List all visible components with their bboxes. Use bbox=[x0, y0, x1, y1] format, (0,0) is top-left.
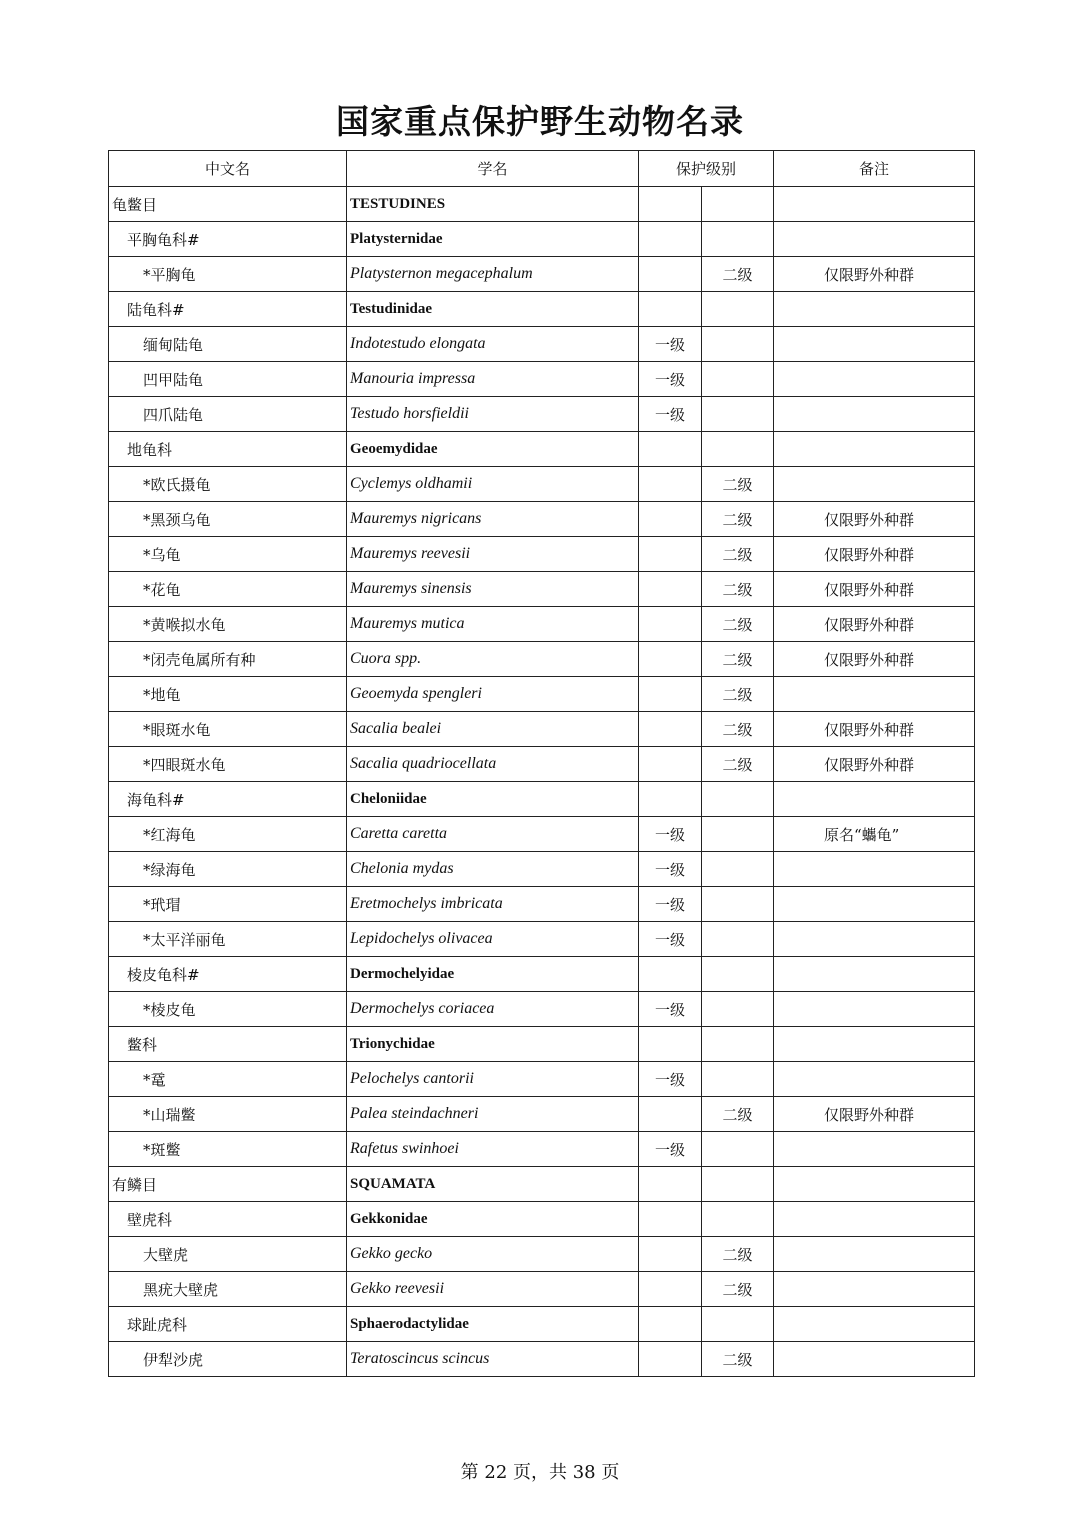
table-row bbox=[109, 187, 975, 222]
level-two-cell bbox=[702, 1062, 774, 1097]
table-row bbox=[109, 1342, 975, 1377]
chinese-name-cell: 棱皮龟科# bbox=[109, 957, 347, 992]
note-cell bbox=[774, 397, 975, 432]
table-row bbox=[109, 747, 975, 782]
table-header-row bbox=[109, 151, 975, 187]
table-row bbox=[109, 712, 975, 747]
note-cell: 仅限野外种群 bbox=[774, 607, 975, 642]
species-table bbox=[108, 150, 975, 1377]
note-cell: 仅限野外种群 bbox=[774, 502, 975, 537]
scientific-name-cell: Testudinidae bbox=[347, 292, 639, 327]
level-one-cell: 一级 bbox=[639, 1132, 702, 1167]
level-one-cell bbox=[639, 607, 702, 642]
chinese-name-cell: *玳瑁 bbox=[109, 887, 347, 922]
header-scientific-name: 学名 bbox=[347, 151, 639, 187]
note-cell: 仅限野外种群 bbox=[774, 572, 975, 607]
level-one-cell bbox=[639, 1307, 702, 1342]
level-two-cell bbox=[702, 187, 774, 222]
level-one-cell: 一级 bbox=[639, 817, 702, 852]
table-row bbox=[109, 817, 975, 852]
level-two-cell bbox=[702, 432, 774, 467]
scientific-name-cell: Cuora spp. bbox=[347, 642, 639, 677]
level-one-cell bbox=[639, 1342, 702, 1377]
scientific-name-cell: Geoemydidae bbox=[347, 432, 639, 467]
scientific-name-cell: TESTUDINES bbox=[347, 187, 639, 222]
level-two-cell bbox=[702, 1132, 774, 1167]
table-row bbox=[109, 292, 975, 327]
scientific-name-cell: Testudo horsfieldii bbox=[347, 397, 639, 432]
level-one-cell bbox=[639, 782, 702, 817]
level-one-cell: 一级 bbox=[639, 327, 702, 362]
chinese-name-cell: *欧氏摄龟 bbox=[109, 467, 347, 502]
table-row bbox=[109, 1202, 975, 1237]
level-one-cell bbox=[639, 572, 702, 607]
note-cell bbox=[774, 467, 975, 502]
note-cell bbox=[774, 1062, 975, 1097]
level-two-cell: 二级 bbox=[702, 1097, 774, 1132]
chinese-name-cell: *花龟 bbox=[109, 572, 347, 607]
note-cell bbox=[774, 782, 975, 817]
level-one-cell bbox=[639, 537, 702, 572]
level-one-cell bbox=[639, 1272, 702, 1307]
table-row bbox=[109, 1132, 975, 1167]
scientific-name-cell: Teratoscincus scincus bbox=[347, 1342, 639, 1377]
note-cell bbox=[774, 957, 975, 992]
note-cell: 仅限野外种群 bbox=[774, 537, 975, 572]
note-cell bbox=[774, 852, 975, 887]
chinese-name-cell: 大壁虎 bbox=[109, 1237, 347, 1272]
scientific-name-cell: Mauremys mutica bbox=[347, 607, 639, 642]
note-cell: 仅限野外种群 bbox=[774, 257, 975, 292]
level-two-cell bbox=[702, 222, 774, 257]
level-two-cell: 二级 bbox=[702, 1272, 774, 1307]
table-row bbox=[109, 957, 975, 992]
level-two-cell: 二级 bbox=[702, 1342, 774, 1377]
level-one-cell bbox=[639, 642, 702, 677]
note-cell bbox=[774, 432, 975, 467]
note-cell bbox=[774, 1202, 975, 1237]
level-one-cell bbox=[639, 502, 702, 537]
chinese-name-cell: 有鳞目 bbox=[109, 1167, 347, 1202]
scientific-name-cell: Mauremys reevesii bbox=[347, 537, 639, 572]
chinese-name-cell: 陆龟科# bbox=[109, 292, 347, 327]
level-one-cell bbox=[639, 467, 702, 502]
header-protection-level: 保护级别 bbox=[639, 151, 774, 187]
scientific-name-cell: Platysternidae bbox=[347, 222, 639, 257]
scientific-name-cell: Mauremys nigricans bbox=[347, 502, 639, 537]
level-one-cell: 一级 bbox=[639, 362, 702, 397]
chinese-name-cell: 地龟科 bbox=[109, 432, 347, 467]
scientific-name-cell: Indotestudo elongata bbox=[347, 327, 639, 362]
scientific-name-cell: Chelonia mydas bbox=[347, 852, 639, 887]
level-one-cell: 一级 bbox=[639, 852, 702, 887]
level-two-cell bbox=[702, 782, 774, 817]
level-one-cell bbox=[639, 957, 702, 992]
table-row bbox=[109, 502, 975, 537]
table-row bbox=[109, 327, 975, 362]
chinese-name-cell: 缅甸陆龟 bbox=[109, 327, 347, 362]
chinese-name-cell: *绿海龟 bbox=[109, 852, 347, 887]
table-row bbox=[109, 1027, 975, 1062]
scientific-name-cell: Palea steindachneri bbox=[347, 1097, 639, 1132]
level-one-cell bbox=[639, 292, 702, 327]
scientific-name-cell: Pelochelys cantorii bbox=[347, 1062, 639, 1097]
level-one-cell bbox=[639, 1027, 702, 1062]
level-one-cell bbox=[639, 1097, 702, 1132]
table-row bbox=[109, 222, 975, 257]
note-cell bbox=[774, 362, 975, 397]
level-one-cell bbox=[639, 712, 702, 747]
table-row bbox=[109, 1167, 975, 1202]
chinese-name-cell: 龟鳖目 bbox=[109, 187, 347, 222]
chinese-name-cell: *闭壳龟属所有种 bbox=[109, 642, 347, 677]
level-two-cell: 二级 bbox=[702, 537, 774, 572]
level-two-cell: 二级 bbox=[702, 712, 774, 747]
level-two-cell bbox=[702, 327, 774, 362]
level-two-cell: 二级 bbox=[702, 1237, 774, 1272]
table-row bbox=[109, 922, 975, 957]
level-one-cell bbox=[639, 1202, 702, 1237]
scientific-name-cell: Sacalia bealei bbox=[347, 712, 639, 747]
table-row bbox=[109, 1272, 975, 1307]
table-row bbox=[109, 852, 975, 887]
note-cell bbox=[774, 922, 975, 957]
table-row bbox=[109, 1097, 975, 1132]
note-cell bbox=[774, 1132, 975, 1167]
chinese-name-cell: *地龟 bbox=[109, 677, 347, 712]
table-row bbox=[109, 1307, 975, 1342]
level-two-cell: 二级 bbox=[702, 642, 774, 677]
level-two-cell: 二级 bbox=[702, 467, 774, 502]
level-two-cell bbox=[702, 362, 774, 397]
chinese-name-cell: *乌龟 bbox=[109, 537, 347, 572]
level-two-cell bbox=[702, 817, 774, 852]
level-two-cell bbox=[702, 1307, 774, 1342]
page-title: 国家重点保护野生动物名录 bbox=[336, 102, 744, 141]
level-two-cell: 二级 bbox=[702, 502, 774, 537]
note-cell: 仅限野外种群 bbox=[774, 747, 975, 782]
scientific-name-cell: Manouria impressa bbox=[347, 362, 639, 397]
note-cell: 仅限野外种群 bbox=[774, 712, 975, 747]
level-one-cell: 一级 bbox=[639, 992, 702, 1027]
chinese-name-cell: 凹甲陆龟 bbox=[109, 362, 347, 397]
level-one-cell bbox=[639, 1167, 702, 1202]
note-cell: 原名“蠵龟” bbox=[774, 817, 975, 852]
chinese-name-cell: 球趾虎科 bbox=[109, 1307, 347, 1342]
note-cell bbox=[774, 1167, 975, 1202]
level-one-cell bbox=[639, 187, 702, 222]
scientific-name-cell: Sacalia quadriocellata bbox=[347, 747, 639, 782]
level-two-cell bbox=[702, 922, 774, 957]
level-two-cell bbox=[702, 1027, 774, 1062]
note-cell bbox=[774, 222, 975, 257]
chinese-name-cell: *山瑞鳖 bbox=[109, 1097, 347, 1132]
scientific-name-cell: Lepidochelys olivacea bbox=[347, 922, 639, 957]
table-row bbox=[109, 432, 975, 467]
level-two-cell bbox=[702, 992, 774, 1027]
level-two-cell: 二级 bbox=[702, 677, 774, 712]
scientific-name-cell: SQUAMATA bbox=[347, 1167, 639, 1202]
note-cell: 仅限野外种群 bbox=[774, 1097, 975, 1132]
level-two-cell bbox=[702, 397, 774, 432]
page-footer: 第 22 页，共 38 页 bbox=[460, 1462, 620, 1483]
chinese-name-cell: 平胸龟科# bbox=[109, 222, 347, 257]
table-row bbox=[109, 1062, 975, 1097]
chinese-name-cell: 壁虎科 bbox=[109, 1202, 347, 1237]
scientific-name-cell: Eretmochelys imbricata bbox=[347, 887, 639, 922]
table-row bbox=[109, 642, 975, 677]
level-one-cell bbox=[639, 257, 702, 292]
note-cell bbox=[774, 1027, 975, 1062]
scientific-name-cell: Gekkonidae bbox=[347, 1202, 639, 1237]
level-two-cell: 二级 bbox=[702, 747, 774, 782]
note-cell bbox=[774, 1272, 975, 1307]
chinese-name-cell: *黄喉拟水龟 bbox=[109, 607, 347, 642]
table-row bbox=[109, 782, 975, 817]
table-body bbox=[109, 187, 975, 1377]
level-one-cell: 一级 bbox=[639, 922, 702, 957]
header-chinese-name: 中文名 bbox=[109, 151, 347, 187]
note-cell: 仅限野外种群 bbox=[774, 642, 975, 677]
note-cell bbox=[774, 187, 975, 222]
level-one-cell bbox=[639, 747, 702, 782]
scientific-name-cell: Gekko reevesii bbox=[347, 1272, 639, 1307]
table-row bbox=[109, 1237, 975, 1272]
table-row bbox=[109, 362, 975, 397]
scientific-name-cell: Dermochelyidae bbox=[347, 957, 639, 992]
scientific-name-cell: Geoemyda spengleri bbox=[347, 677, 639, 712]
scientific-name-cell: Rafetus swinhoei bbox=[347, 1132, 639, 1167]
chinese-name-cell: 黑疣大壁虎 bbox=[109, 1272, 347, 1307]
table-row bbox=[109, 257, 975, 292]
chinese-name-cell: *四眼斑水龟 bbox=[109, 747, 347, 782]
level-two-cell: 二级 bbox=[702, 257, 774, 292]
chinese-name-cell: *黑颈乌龟 bbox=[109, 502, 347, 537]
chinese-name-cell: *棱皮龟 bbox=[109, 992, 347, 1027]
level-one-cell: 一级 bbox=[639, 887, 702, 922]
level-one-cell bbox=[639, 1237, 702, 1272]
table-row bbox=[109, 397, 975, 432]
chinese-name-cell: *斑鳖 bbox=[109, 1132, 347, 1167]
level-one-cell: 一级 bbox=[639, 1062, 702, 1097]
level-two-cell bbox=[702, 852, 774, 887]
table-row bbox=[109, 572, 975, 607]
table-row bbox=[109, 677, 975, 712]
note-cell bbox=[774, 292, 975, 327]
level-two-cell: 二级 bbox=[702, 572, 774, 607]
chinese-name-cell: *平胸龟 bbox=[109, 257, 347, 292]
table-row bbox=[109, 607, 975, 642]
table-row bbox=[109, 887, 975, 922]
scientific-name-cell: Platysternon megacephalum bbox=[347, 257, 639, 292]
level-one-cell bbox=[639, 677, 702, 712]
scientific-name-cell: Cheloniidae bbox=[347, 782, 639, 817]
scientific-name-cell: Cyclemys oldhamii bbox=[347, 467, 639, 502]
level-two-cell bbox=[702, 1202, 774, 1237]
chinese-name-cell: 四爪陆龟 bbox=[109, 397, 347, 432]
scientific-name-cell: Caretta caretta bbox=[347, 817, 639, 852]
chinese-name-cell: *眼斑水龟 bbox=[109, 712, 347, 747]
chinese-name-cell: 伊犁沙虎 bbox=[109, 1342, 347, 1377]
chinese-name-cell: 鳖科 bbox=[109, 1027, 347, 1062]
table-row bbox=[109, 467, 975, 502]
chinese-name-cell: *红海龟 bbox=[109, 817, 347, 852]
level-one-cell: 一级 bbox=[639, 397, 702, 432]
table-row bbox=[109, 992, 975, 1027]
note-cell bbox=[774, 1307, 975, 1342]
note-cell bbox=[774, 1342, 975, 1377]
note-cell bbox=[774, 677, 975, 712]
scientific-name-cell: Gekko gecko bbox=[347, 1237, 639, 1272]
level-two-cell bbox=[702, 957, 774, 992]
level-two-cell bbox=[702, 1167, 774, 1202]
scientific-name-cell: Mauremys sinensis bbox=[347, 572, 639, 607]
header-notes: 备注 bbox=[774, 151, 975, 187]
chinese-name-cell: *太平洋丽龟 bbox=[109, 922, 347, 957]
scientific-name-cell: Sphaerodactylidae bbox=[347, 1307, 639, 1342]
note-cell bbox=[774, 992, 975, 1027]
chinese-name-cell: *鼋 bbox=[109, 1062, 347, 1097]
level-one-cell bbox=[639, 432, 702, 467]
chinese-name-cell: 海龟科# bbox=[109, 782, 347, 817]
level-two-cell bbox=[702, 292, 774, 327]
level-two-cell: 二级 bbox=[702, 607, 774, 642]
level-one-cell bbox=[639, 222, 702, 257]
scientific-name-cell: Trionychidae bbox=[347, 1027, 639, 1062]
note-cell bbox=[774, 1237, 975, 1272]
table-row bbox=[109, 537, 975, 572]
note-cell bbox=[774, 327, 975, 362]
note-cell bbox=[774, 887, 975, 922]
scientific-name-cell: Dermochelys coriacea bbox=[347, 992, 639, 1027]
level-two-cell bbox=[702, 887, 774, 922]
